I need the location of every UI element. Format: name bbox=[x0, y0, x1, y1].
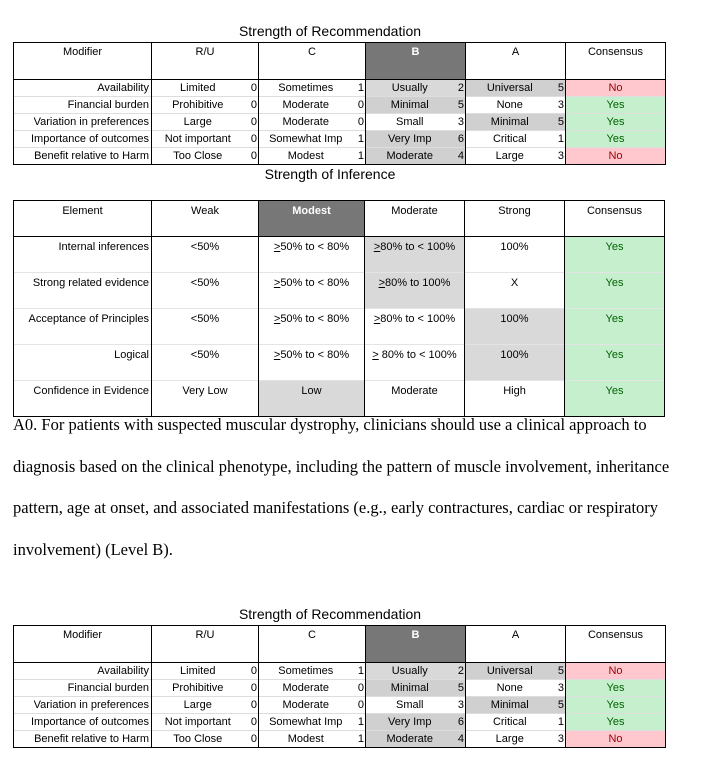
consensus-badge: Yes bbox=[566, 114, 666, 131]
c-count: 0 bbox=[353, 114, 366, 131]
strong-value: 100% bbox=[465, 309, 565, 345]
consensus-badge: Yes bbox=[566, 680, 666, 697]
a-count: 5 bbox=[554, 663, 566, 680]
a-count: 1 bbox=[554, 714, 566, 731]
rec-row-importance bbox=[14, 714, 666, 731]
a-value: Minimal bbox=[466, 114, 554, 131]
b-value: Minimal bbox=[366, 97, 454, 114]
recommendation-statement: A0. For patients with suspected muscular dystrophy, clinicians should use a clinical approach to diagnosis based on the clinical phenotype, including the pattern of muscle involvement, inheritance pattern, age at onset, and associated manifestations (e.g., early contractures, cardiac or respiratory involvement) (Level B). bbox=[13, 415, 670, 559]
row-label: Financial burden bbox=[14, 680, 152, 697]
b-count: 2 bbox=[454, 80, 466, 97]
a-value: Universal bbox=[466, 80, 554, 97]
c-count: 1 bbox=[353, 663, 366, 680]
c-count: 1 bbox=[353, 731, 366, 748]
strong-value: 100% bbox=[465, 237, 565, 273]
c-value: Somewhat Imp bbox=[259, 714, 353, 731]
a-value: None bbox=[466, 97, 554, 114]
c-value: Somewhat Imp bbox=[259, 131, 353, 148]
modest-value: Low bbox=[259, 381, 365, 417]
modest-value: >50% to < 80% bbox=[259, 345, 365, 381]
rec-table-title: Strength of Recommendation bbox=[238, 23, 422, 39]
a-value: Minimal bbox=[466, 697, 554, 714]
inf-row-logical bbox=[14, 345, 665, 381]
a-count: 3 bbox=[554, 97, 566, 114]
rec-row-financial-burden bbox=[14, 680, 666, 697]
header-c: C bbox=[259, 626, 366, 663]
weak-value: Very Low bbox=[152, 381, 259, 417]
ru-count: 0 bbox=[244, 97, 259, 114]
header-element: Element bbox=[14, 201, 152, 237]
a-value: Critical bbox=[466, 714, 554, 731]
ru-value: Limited bbox=[152, 80, 244, 97]
c-value: Moderate bbox=[259, 97, 353, 114]
b-value: Small bbox=[366, 697, 454, 714]
consensus-badge: No bbox=[566, 731, 666, 748]
header-strong: Strong bbox=[465, 201, 565, 237]
b-count: 3 bbox=[454, 697, 466, 714]
c-value: Moderate bbox=[259, 680, 353, 697]
header-b: B bbox=[366, 626, 466, 663]
ru-count: 0 bbox=[244, 731, 259, 748]
ru-value: Not important bbox=[152, 131, 244, 148]
c-value: Moderate bbox=[259, 114, 353, 131]
a-count: 3 bbox=[554, 680, 566, 697]
a-count: 5 bbox=[554, 114, 566, 131]
modest-value: >50% to < 80% bbox=[259, 309, 365, 345]
a-value: Large bbox=[466, 148, 554, 165]
rec-row-availability bbox=[14, 80, 666, 97]
b-value: Usually bbox=[366, 80, 454, 97]
a-value: Universal bbox=[466, 663, 554, 680]
row-label: Importance of outcomes bbox=[14, 714, 152, 731]
rec-row-variation bbox=[14, 697, 666, 714]
b-value: Usually bbox=[366, 663, 454, 680]
b-count: 2 bbox=[454, 663, 466, 680]
inference-table bbox=[13, 200, 665, 417]
consensus-badge: Yes bbox=[565, 345, 665, 381]
ru-value: Limited bbox=[152, 663, 244, 680]
inf-header-row bbox=[14, 201, 665, 237]
b-count: 6 bbox=[454, 131, 466, 148]
a-count: 3 bbox=[554, 148, 566, 165]
c-count: 0 bbox=[353, 697, 366, 714]
c-count: 1 bbox=[353, 80, 366, 97]
header-a: A bbox=[466, 626, 566, 663]
ru-count: 0 bbox=[244, 131, 259, 148]
modest-value: >50% to < 80% bbox=[259, 273, 365, 309]
moderate-value: > 80% to < 100% bbox=[365, 345, 465, 381]
b-count: 4 bbox=[454, 731, 466, 748]
a-count: 5 bbox=[554, 80, 566, 97]
consensus-badge: Yes bbox=[566, 131, 666, 148]
header-c: C bbox=[259, 43, 366, 80]
c-value: Modest bbox=[259, 731, 353, 748]
moderate-value: >80% to 100% bbox=[365, 273, 465, 309]
b-value: Minimal bbox=[366, 680, 454, 697]
moderate-value: >80% to < 100% bbox=[365, 237, 465, 273]
ru-count: 0 bbox=[244, 680, 259, 697]
b-count: 5 bbox=[454, 680, 466, 697]
consensus-badge: Yes bbox=[565, 309, 665, 345]
rec-row-benefit bbox=[14, 731, 666, 748]
a-count: 1 bbox=[554, 131, 566, 148]
weak-value: <50% bbox=[152, 273, 259, 309]
ru-value: Prohibitive bbox=[152, 680, 244, 697]
a-value: None bbox=[466, 680, 554, 697]
b-value: Small bbox=[366, 114, 454, 131]
row-label: Availability bbox=[14, 663, 152, 680]
rec-header-row bbox=[14, 43, 666, 80]
ru-count: 0 bbox=[244, 148, 259, 165]
moderate-value: >80% to < 100% bbox=[365, 309, 465, 345]
row-label: Importance of outcomes bbox=[14, 131, 152, 148]
strong-value: 100% bbox=[465, 345, 565, 381]
header-weak: Weak bbox=[152, 201, 259, 237]
c-value: Moderate bbox=[259, 697, 353, 714]
ru-value: Too Close bbox=[152, 731, 244, 748]
b-count: 3 bbox=[454, 114, 466, 131]
ru-count: 0 bbox=[244, 697, 259, 714]
b-value: Very Imp bbox=[366, 131, 454, 148]
c-count: 0 bbox=[353, 680, 366, 697]
ru-count: 0 bbox=[244, 80, 259, 97]
a-value: Large bbox=[466, 731, 554, 748]
row-label: Variation in preferences bbox=[14, 697, 152, 714]
c-count: 1 bbox=[353, 131, 366, 148]
weak-value: <50% bbox=[152, 237, 259, 273]
consensus-badge: No bbox=[566, 663, 666, 680]
consensus-badge: Yes bbox=[565, 381, 665, 417]
a-value: Critical bbox=[466, 131, 554, 148]
consensus-badge: No bbox=[566, 80, 666, 97]
header-b: B bbox=[366, 43, 466, 80]
moderate-value: Moderate bbox=[365, 381, 465, 417]
b-value: Very Imp bbox=[366, 714, 454, 731]
row-label: Benefit relative to Harm bbox=[14, 731, 152, 748]
a-count: 5 bbox=[554, 697, 566, 714]
strong-value: High bbox=[465, 381, 565, 417]
ru-value: Prohibitive bbox=[152, 97, 244, 114]
c-value: Sometimes bbox=[259, 663, 353, 680]
c-value: Sometimes bbox=[259, 80, 353, 97]
row-label: Availability bbox=[14, 80, 152, 97]
ru-value: Large bbox=[152, 697, 244, 714]
c-count: 0 bbox=[353, 97, 366, 114]
ru-value: Not important bbox=[152, 714, 244, 731]
consensus-badge: Yes bbox=[566, 697, 666, 714]
header-modifier: Modifier bbox=[14, 43, 152, 80]
strong-value: X bbox=[465, 273, 565, 309]
rec-row-financial-burden bbox=[14, 97, 666, 114]
b-count: 5 bbox=[454, 97, 466, 114]
a-count: 3 bbox=[554, 731, 566, 748]
consensus-badge: Yes bbox=[565, 237, 665, 273]
inf-row-internal bbox=[14, 237, 665, 273]
row-label: Strong related evidence bbox=[14, 273, 152, 309]
header-a: A bbox=[466, 43, 566, 80]
b-count: 4 bbox=[454, 148, 466, 165]
inf-row-strong-related bbox=[14, 273, 665, 309]
row-label: Variation in preferences bbox=[14, 114, 152, 131]
b-count: 6 bbox=[454, 714, 466, 731]
header-modest: Modest bbox=[259, 201, 365, 237]
row-label: Acceptance of Principles bbox=[14, 309, 152, 345]
b-value: Moderate bbox=[366, 148, 454, 165]
row-label: Internal inferences bbox=[14, 237, 152, 273]
ru-count: 0 bbox=[244, 114, 259, 131]
header-moderate: Moderate bbox=[365, 201, 465, 237]
weak-value: <50% bbox=[152, 345, 259, 381]
b-value: Moderate bbox=[366, 731, 454, 748]
c-count: 1 bbox=[353, 148, 366, 165]
rec-row-variation bbox=[14, 114, 666, 131]
ru-value: Too Close bbox=[152, 148, 244, 165]
consensus-badge: No bbox=[566, 148, 666, 165]
inf-table-title: Strength of Inference bbox=[264, 166, 396, 182]
ru-value: Large bbox=[152, 114, 244, 131]
inf-row-acceptance bbox=[14, 309, 665, 345]
weak-value: <50% bbox=[152, 309, 259, 345]
rec-header-row bbox=[14, 626, 666, 663]
rec-table-title-2: Strength of Recommendation bbox=[238, 606, 422, 622]
header-consensus: Consensus bbox=[566, 626, 666, 663]
header-ru: R/U bbox=[152, 43, 259, 80]
row-label: Benefit relative to Harm bbox=[14, 148, 152, 165]
rec-row-benefit bbox=[14, 148, 666, 165]
consensus-badge: Yes bbox=[566, 97, 666, 114]
header-consensus: Consensus bbox=[566, 43, 666, 80]
rec-row-importance bbox=[14, 131, 666, 148]
row-label: Logical bbox=[14, 345, 152, 381]
header-modifier: Modifier bbox=[14, 626, 152, 663]
ru-count: 0 bbox=[244, 714, 259, 731]
ru-count: 0 bbox=[244, 663, 259, 680]
row-label: Financial burden bbox=[14, 97, 152, 114]
recommendation-table-1 bbox=[13, 42, 666, 165]
c-value: Modest bbox=[259, 148, 353, 165]
consensus-badge: Yes bbox=[565, 273, 665, 309]
rec-row-availability bbox=[14, 663, 666, 680]
c-count: 1 bbox=[353, 714, 366, 731]
modest-value: >50% to < 80% bbox=[259, 237, 365, 273]
row-label: Confidence in Evidence bbox=[14, 381, 152, 417]
header-ru: R/U bbox=[152, 626, 259, 663]
consensus-badge: Yes bbox=[566, 714, 666, 731]
header-consensus: Consensus bbox=[565, 201, 665, 237]
recommendation-table-2 bbox=[13, 625, 666, 748]
